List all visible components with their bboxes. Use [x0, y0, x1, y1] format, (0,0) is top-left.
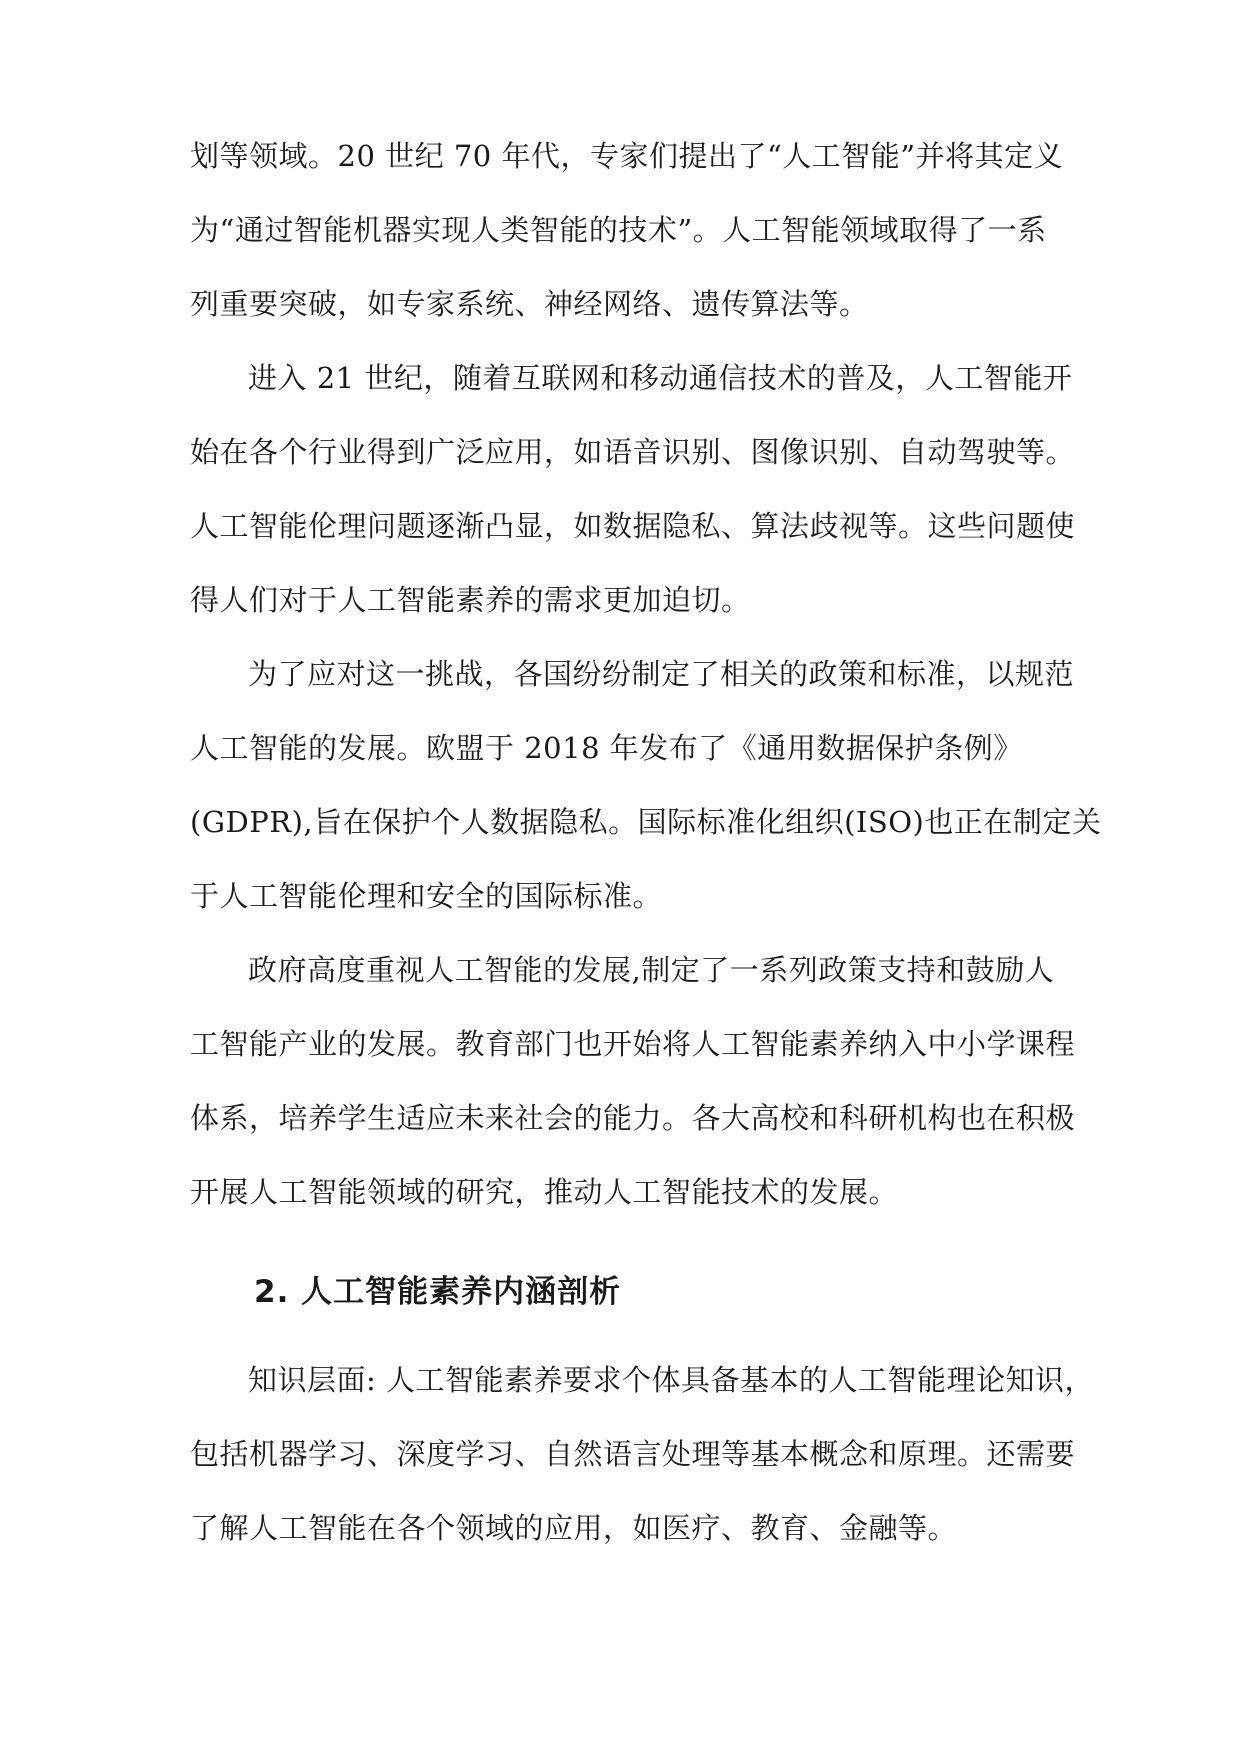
section-paragraph-line-1: 知识层面: 人工智能素养要求个体具备基本的人工智能理论知识， [248, 1363, 1094, 1397]
paragraph-3-line-2: 人工智能的发展。欧盟于 2018 年发布了《通用数据保护条例》 [190, 731, 1023, 765]
paragraph-2-line-1: 进入 21 世纪，随着互联网和移动通信技术的普及，人工智能开 [248, 361, 1073, 395]
section-paragraph-line-3: 了解人工智能在各个领域的应用，如医疗、教育、金融等。 [190, 1511, 958, 1545]
paragraph-4-line-3: 体系，培养学生适应未来社会的能力。各大高校和科研机构也在积极 [190, 1101, 1076, 1135]
section-paragraph-line-2: 包括机器学习、深度学习、自然语言处理等基本概念和原理。还需要 [190, 1437, 1076, 1471]
paragraph-2-line-2: 始在各个行业得到广泛应用，如语音识别、图像识别、自动驾驶等。 [190, 435, 1076, 469]
section-heading: 2. 人工智能素养内涵剖析 [254, 1274, 622, 1310]
paragraph-4-line-1: 政府高度重视人工智能的发展,制定了一系列政策支持和鼓励人 [248, 953, 1055, 987]
paragraph-2-line-3: 人工智能伦理问题逐渐凸显，如数据隐私、算法歧视等。这些问题使 [190, 509, 1076, 543]
paragraph-2-line-4: 得人们对于人工智能素养的需求更加迫切。 [190, 583, 751, 617]
paragraph-3-line-1: 为了应对这一挑战，各国纷纷制定了相关的政策和标准，以规范 [248, 657, 1075, 691]
paragraph-1-line-2: 为“通过智能机器实现人类智能的技术”。人工智能领域取得了一系 [190, 213, 1047, 247]
paragraph-1-line-3: 列重要突破，如专家系统、神经网络、遗传算法等。 [190, 287, 869, 321]
paragraph-4-line-2: 工智能产业的发展。教育部门也开始将人工智能素养纳入中小学课程 [190, 1027, 1076, 1061]
paragraph-4-line-4: 开展人工智能领域的研究，推动人工智能技术的发展。 [190, 1175, 899, 1209]
paragraph-3-line-4: 于人工智能伦理和安全的国际标准。 [190, 879, 663, 913]
paragraph-3-line-3: (GDPR),旨在保护个人数据隐私。国际标准化组织(ISO)也正在制定关 [190, 805, 1102, 839]
paragraph-1-line-1: 划等领域。20 世纪 70 年代，专家们提出了“人工智能”并将其定义 [190, 139, 1064, 173]
